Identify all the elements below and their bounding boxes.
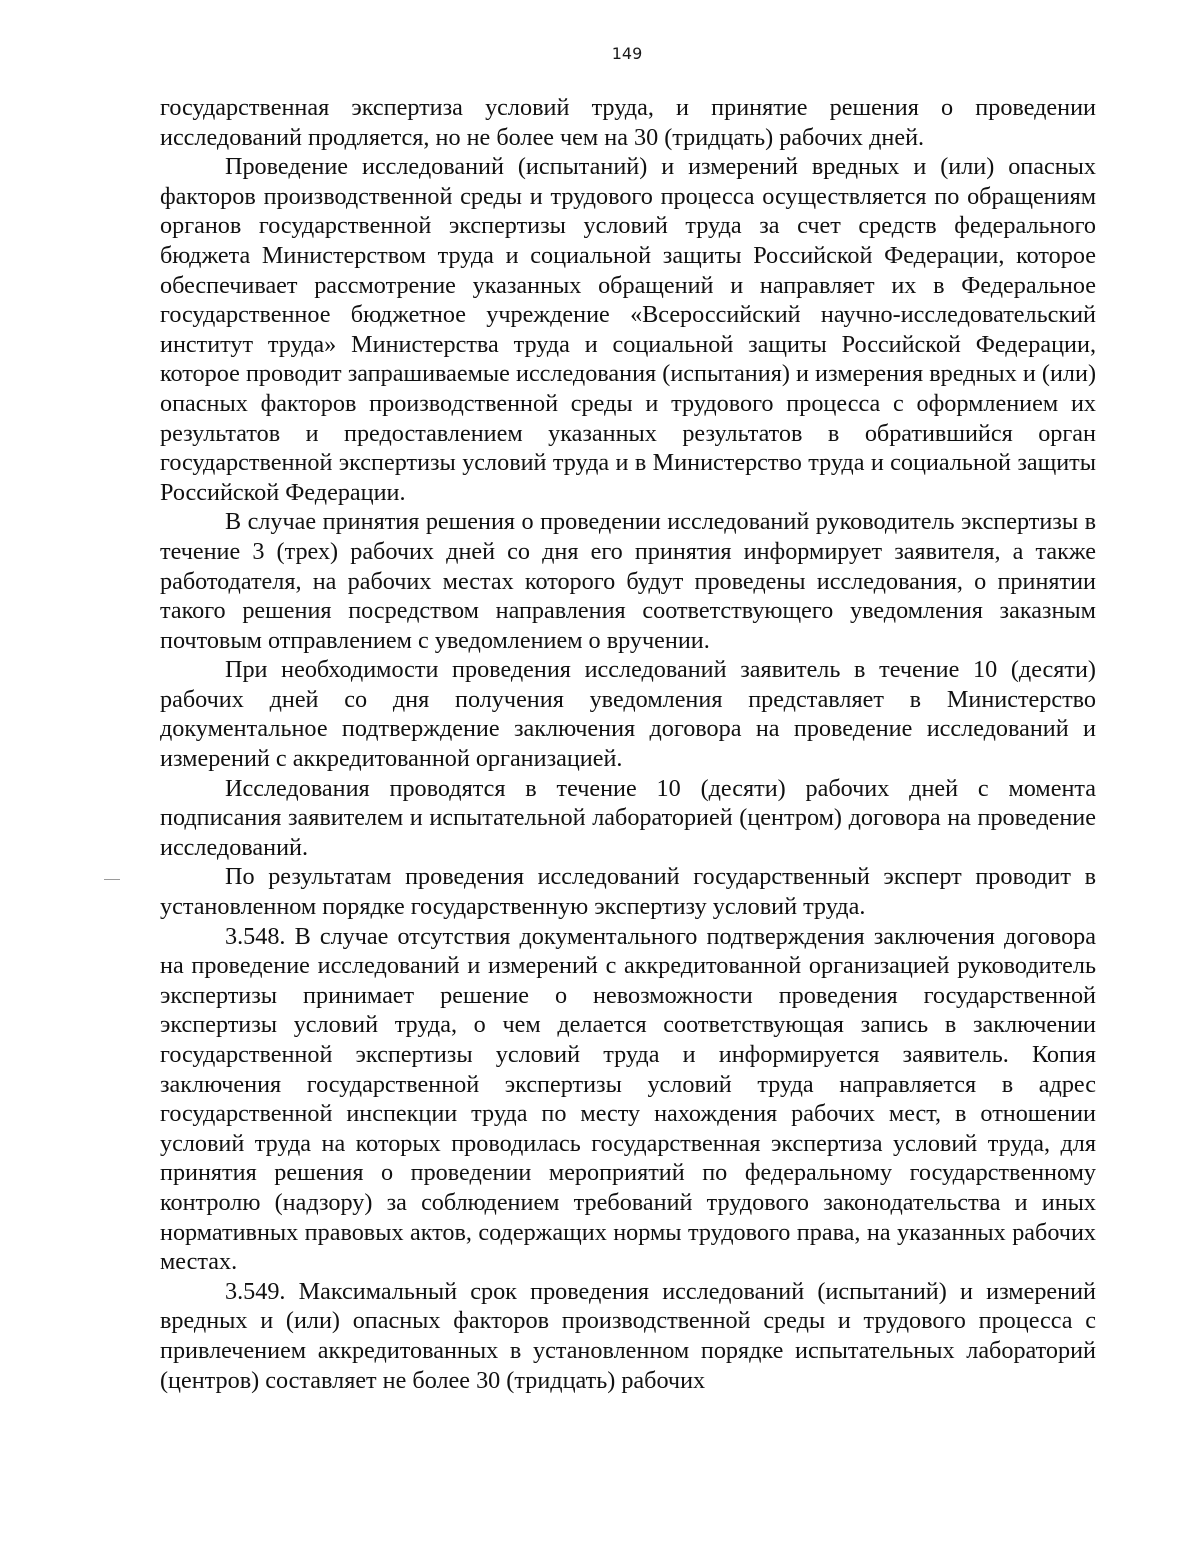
paragraph-continuation: государственная экспертиза условий труда, и принятие решения о проведении исследований продляется, но не более чем на 30 (тридцать) рабочих дней. — [160, 94, 1096, 151]
paragraph-applicant-confirmation: При необходимости проведения исследований заявитель в течение 10 (десяти) рабочих дней со дня получения уведомления представляет в Министерство документальное подтверждение заключения договора на проведение исследований и измерений с аккредитованной организацией. — [160, 656, 1096, 773]
paragraph-expert-review: По результатам проведения исследований государственный эксперт проводит в установленном порядке государственную экспертизу условий труда. — [160, 863, 1096, 921]
paragraph-3-548: 3.548. В случае отсутствия документального подтверждения заключения договора на проведение исследований и измерений с аккредитованной организацией руководитель экспертизы принимает решение о невозможности проведения государственной экспертизы условий труда, о чем делается соответствующая запись в заключении государственной экспертизы условий труда и информируется заявитель. Копия заключения государственной экспертизы условий труда направляется в адрес государственной инспекции труда по месту нахождения рабочих мест, в отношении условий труда на которых проводилась государственная экспертиза условий труда, для принятия решения о проведении мероприятий по федеральному государственному контролю (надзору) за соблюдением требований трудового законодательства и иных нормативных правовых актов, содержащих нормы трудового права, на указанных рабочих местах. — [160, 922, 1096, 1276]
paragraph-research-funding: Проведение исследований (испытаний) и измерений вредных и (или) опасных факторов производственной среды и трудового процесса осуществляется по обращениям органов государственной экспертизы условий труда за счет средств федерального бюджета Министерством труда и социальной защиты Российской Федерации, которое обеспечивает рассмотрение указанных обращений и направляет их в Федеральное государственное бюджетное учреждение «Всероссийский научно-исследовательский институт труда» Министерства труда и социальной защиты Российской Федерации, которое проводит запрашиваемые исследования (испытания) и измерения вредных и (или) опасных факторов производственной среды и трудового процесса с оформлением их результатов и предоставлением указанных результатов в обратившийся орган государственной экспертизы условий труда и в Министерство труда и социальной защиты Российской Федерации. — [160, 153, 1096, 506]
paragraph-research-duration: Исследования проводятся в течение 10 (десяти) рабочих дней с момента подписания заявителем и испытательной лабораторией (центром) договора на проведение исследований. — [160, 774, 1096, 861]
page-number: 149 — [611, 44, 643, 63]
document-body — [160, 93, 1096, 1395]
paragraph-decision-notification: В случае принятия решения о проведении исследований руководитель экспертизы в течение 3 (трех) рабочих дней со дня его принятия информирует заявителя, а также работодателя, на рабочих местах которого будут проведены исследования, о принятии такого решения посредством направления соответствующего уведомления заказным почтовым отправлением с уведомлением о вручении. — [160, 508, 1096, 654]
scan-mark — [104, 879, 120, 880]
paragraph-3-549: 3.549. Максимальный срок проведения исследований (испытаний) и измерений вредных и (или) опасных факторов производственной среды и трудового процесса с привлечением аккредитованных в установленном порядке испытательных лабораторий (центров) составляет не более 30 (тридцать) рабочих — [160, 1277, 1096, 1394]
